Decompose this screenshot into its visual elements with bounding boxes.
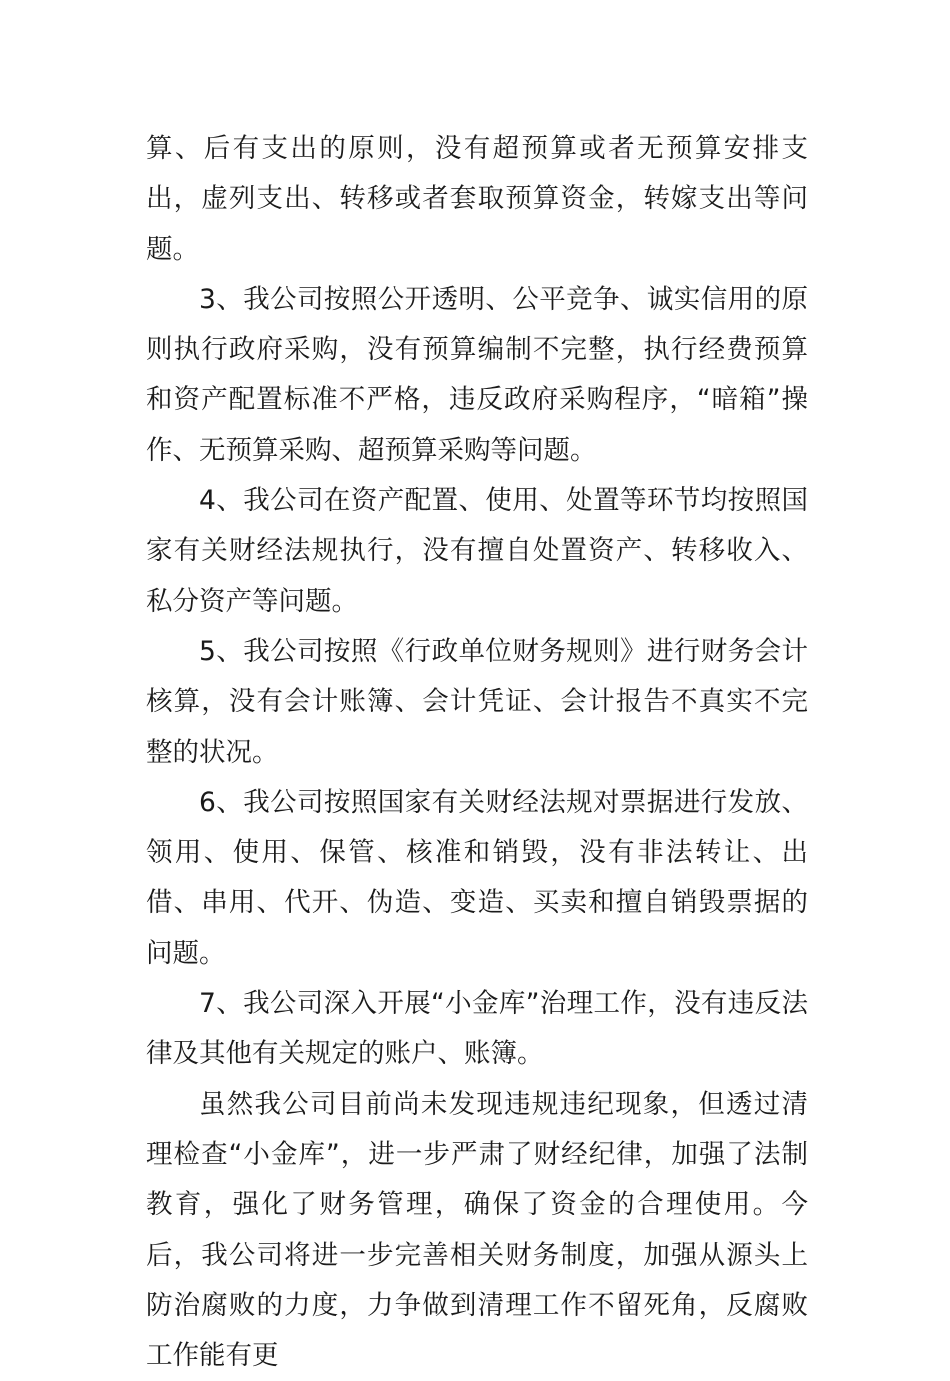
paragraph-item-6: 6、我公司按照国家有关财经法规对票据进行发放、领用、使用、保管、核准和销毁，没有非法转让、出借、串用、代开、伪造、变造、买卖和擅自销毁票据的问题。 bbox=[146, 786, 808, 969]
document-body bbox=[146, 124, 808, 1381]
paragraph-conclusion: 虽然我公司目前尚未发现违规违纪现象，但透过清理检查“小金库”，进一步严肃了财经纪律，加强了法制教育，强化了财务管理，确保了资金的合理使用。今后，我公司将进一步完善相关财务制度，加强从源头上防治腐败的力度，力争做到清理工作不留死角，反腐败工作能有更 bbox=[146, 1088, 808, 1372]
paragraph-item-5: 5、我公司按照《行政单位财务规则》进行财务会计核算，没有会计账簿、会计凭证、会计报告不真实不完整的状况。 bbox=[146, 635, 808, 768]
paragraph-continuation: 算、后有支出的原则，没有超预算或者无预算安排支出，虚列支出、转移或者套取预算资金，转嫁支出等问题。 bbox=[146, 133, 808, 265]
paragraph-item-4: 4、我公司在资产配置、使用、处置等环节均按照国家有关财经法规执行，没有擅自处置资产、转移收入、私分资产等问题。 bbox=[146, 485, 808, 617]
paragraph-item-3: 3、我公司按照公开透明、公平竞争、诚实信用的原则执行政府采购，没有预算编制不完整，执行经费预算和资产配置标准不严格，违反政府采购程序，“暗箱”操作、无预算采购、超预算采购等问题。 bbox=[146, 283, 808, 466]
paragraph-item-7: 7、我公司深入开展“小金库”治理工作，没有违反法律及其他有关规定的账户、账簿。 bbox=[146, 988, 808, 1070]
